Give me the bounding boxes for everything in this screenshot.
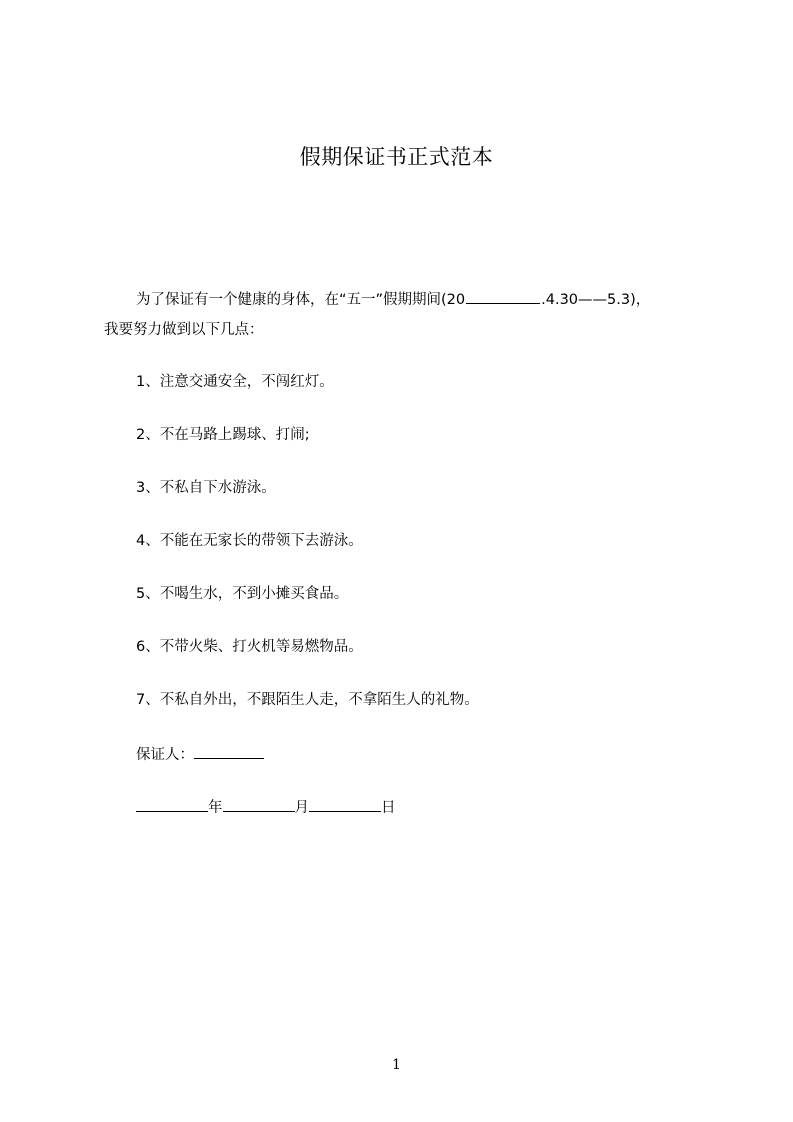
- intro-paragraph: [104, 285, 704, 345]
- list-item-3: 3、不私自下水游泳。: [136, 480, 276, 496]
- day-label: 日: [381, 800, 396, 816]
- list-item-7: 7、不私自外出，不跟陌生人走，不拿陌生人的礼物。: [136, 692, 479, 708]
- month-label: 月: [294, 800, 309, 816]
- date-line: [136, 796, 396, 820]
- day-field-blank: [309, 797, 381, 812]
- page-number: 1: [392, 1057, 401, 1073]
- list-item-6: 6、不带火柴、打火机等易燃物品。: [136, 639, 363, 655]
- year-field-blank: [136, 797, 208, 812]
- list-item-4: 4、不能在无家长的带领下去游泳。: [136, 533, 363, 549]
- list-item-2: 2、不在马路上踢球、打闹;: [136, 427, 310, 443]
- document-title: 假期保证书正式范本: [299, 145, 494, 169]
- guarantor-blank: [194, 744, 264, 759]
- year-label: 年: [208, 800, 223, 816]
- intro-line-2: 我要努力做到以下几点：: [104, 322, 264, 338]
- intro-text-part-2: .4.30——5.3)，: [541, 292, 651, 308]
- month-field-blank: [223, 797, 295, 812]
- year-blank: [466, 289, 540, 304]
- list-item-5: 5、不喝生水，不到小摊买食品。: [136, 586, 349, 602]
- intro-text-part-1: 为了保证有一个健康的身体，在“五一”假期期间(20: [136, 292, 466, 308]
- intro-line-1: [104, 285, 704, 315]
- list-item-1: 1、注意交通安全，不闯红灯。: [136, 374, 334, 390]
- guarantor-line: [136, 743, 264, 767]
- guarantor-label: 保证人：: [136, 747, 194, 763]
